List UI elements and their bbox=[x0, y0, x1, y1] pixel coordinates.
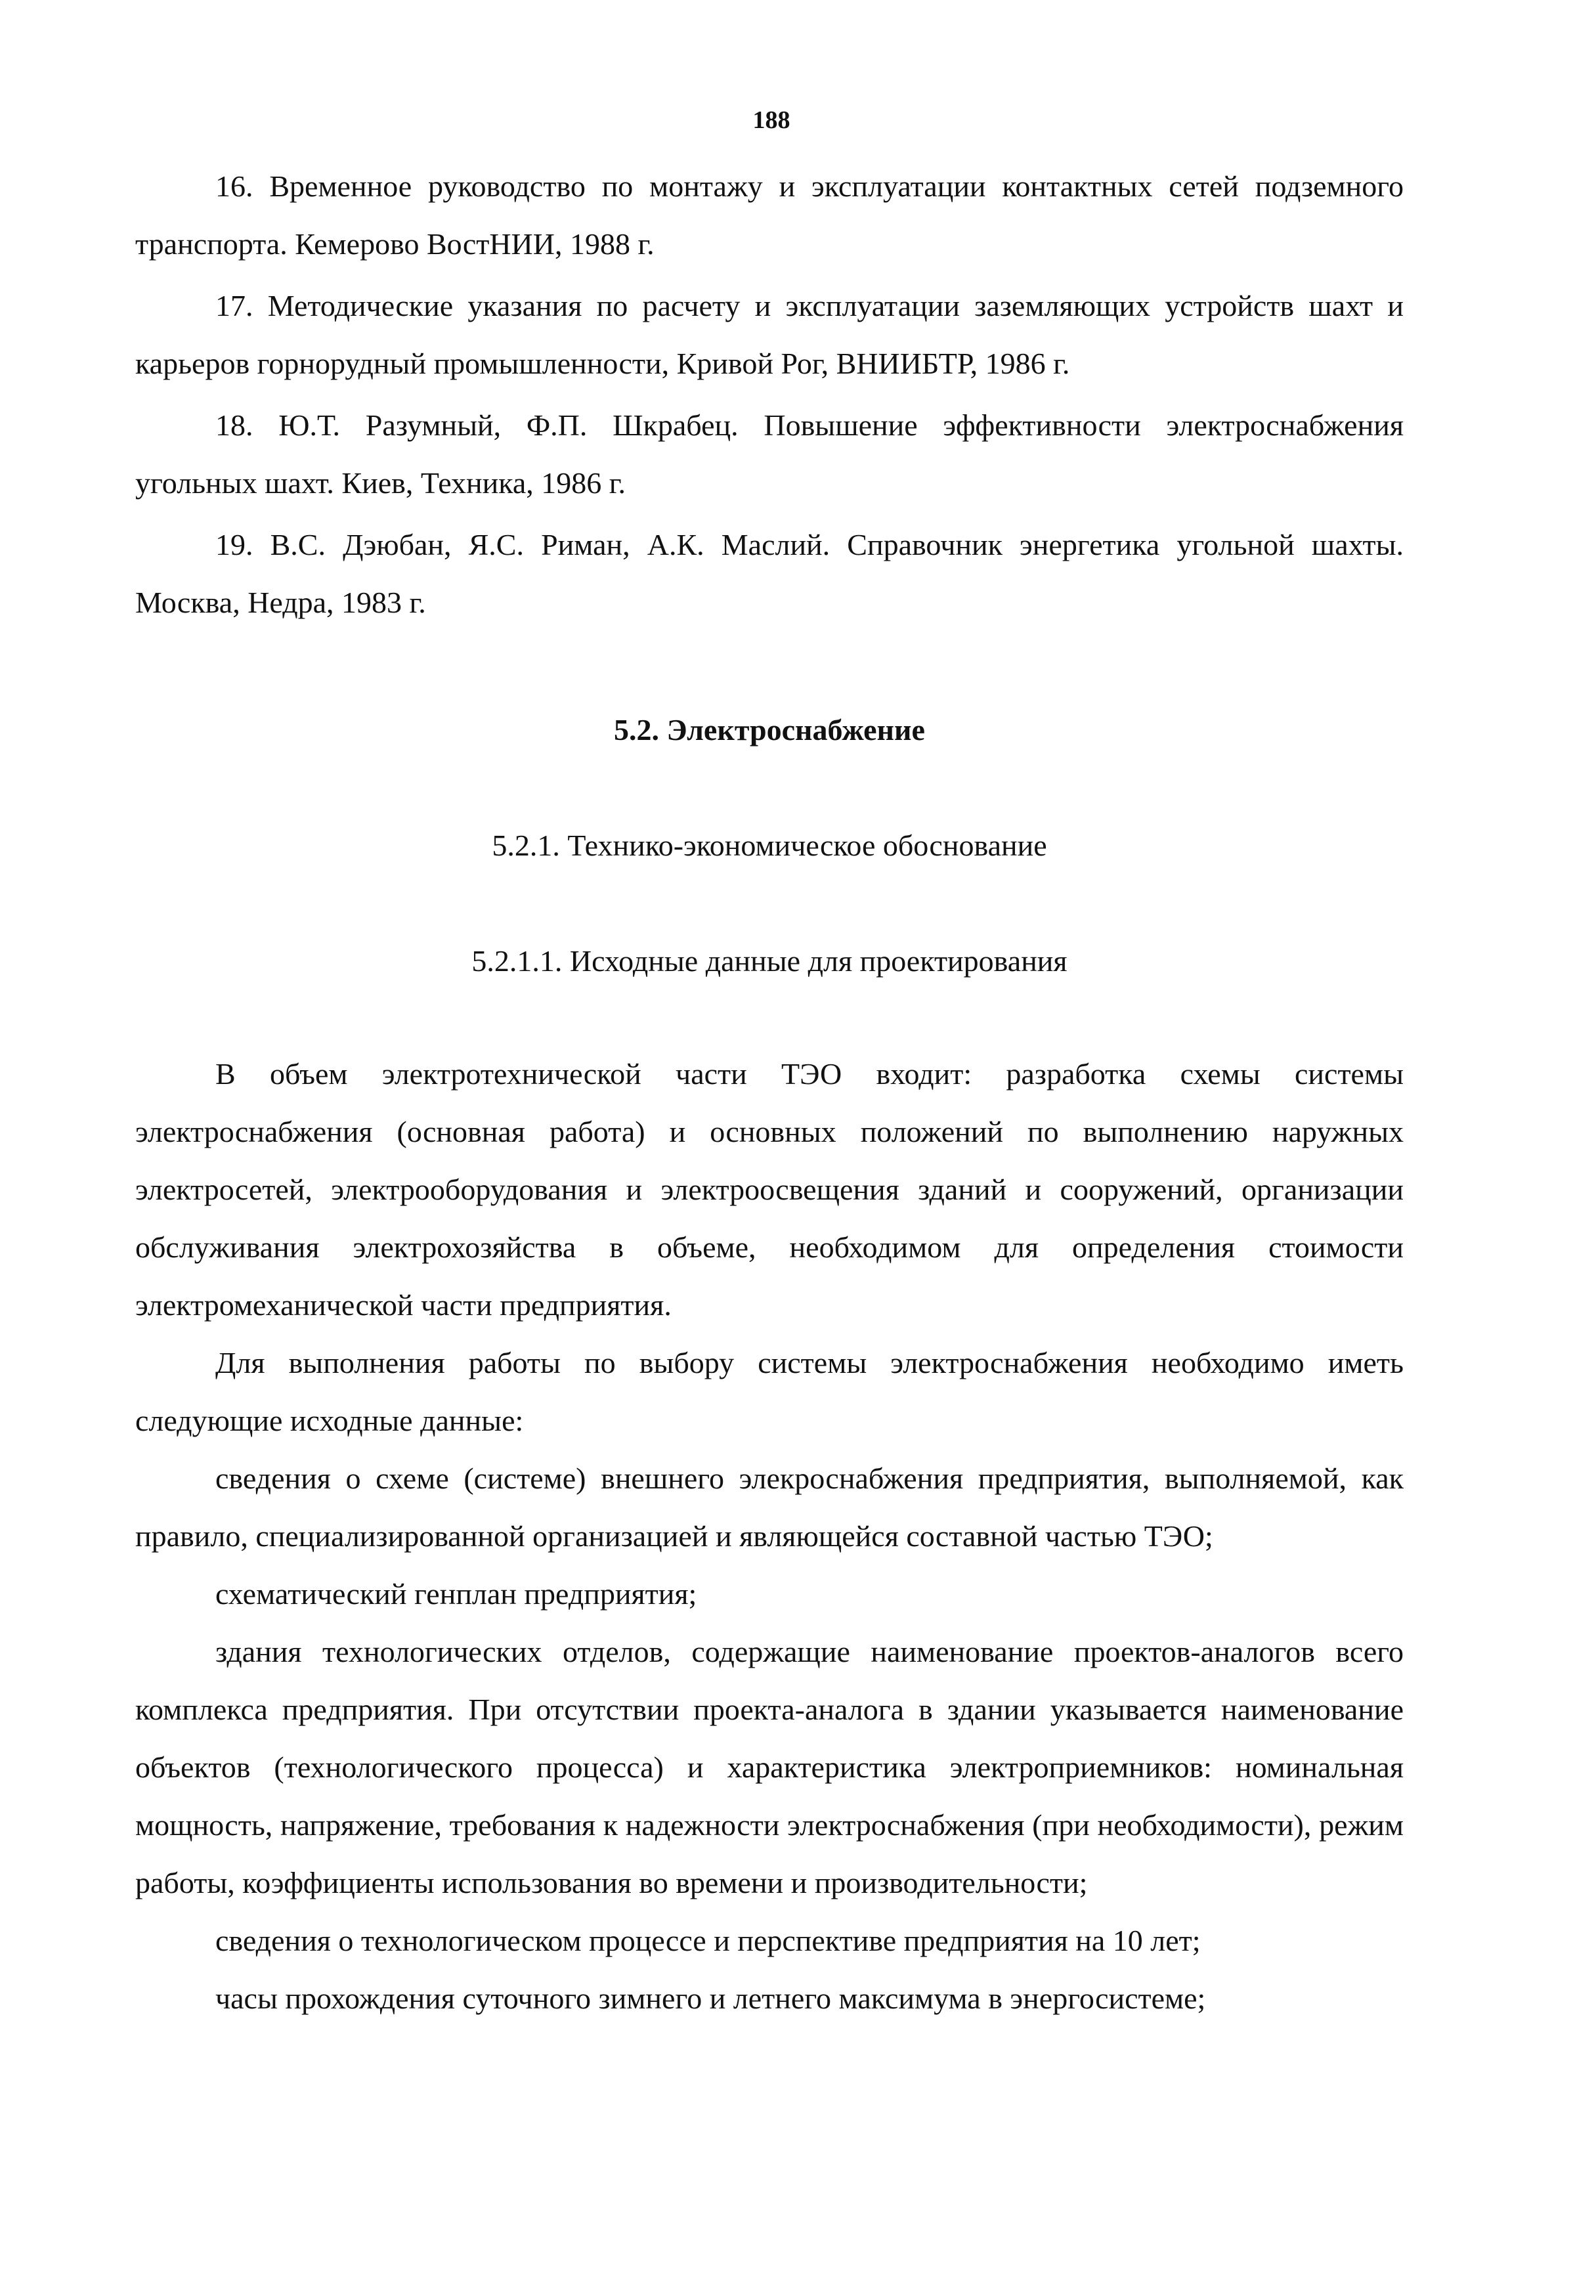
reference-item-19: 19. В.С. Дэюбан, Я.С. Риман, А.К. Маслий. Справочник энергетика угольной шахты. Москва, Недра, 1983 г. bbox=[135, 528, 1404, 619]
input-data-list bbox=[135, 1450, 1404, 2027]
list-item-master-plan: схематический генплан предприятия; bbox=[215, 1577, 697, 1611]
list-item-technology-departments: здания технологических отделов, содержащие наименование проектов-аналогов всего комплекса предприятия. При отсутствии проекта-аналога в здании указывается наименование объектов (технологического процесса) и характеристика электроприемников: номинальная мощность, напряжение, требования к надежности электроснабжения (при необходимости), режим работы, коэффициенты использования во времени и производительности; bbox=[135, 1635, 1404, 1899]
list-item-external-supply: сведения о схеме (системе) внешнего элекроснабжения предприятия, выполняемой, как правило, специализированной организацией и являющейся составной частью ТЭО; bbox=[135, 1462, 1404, 1553]
list-item-technology-process: сведения о технологическом процессе и перспективе предприятия на 10 лет; bbox=[215, 1924, 1201, 1957]
subsection-title: 5.2.1. Технико-экономическое обоснование bbox=[492, 829, 1047, 862]
subsubsection-title: 5.2.1.1. Исходные данные для проектирования bbox=[471, 944, 1068, 978]
section-title: 5.2. Электроснабжение bbox=[614, 713, 925, 747]
page-content bbox=[135, 158, 1404, 2027]
reference-item-16: 16. Временное руководство по монтажу и эксплуатации контактных сетей подземного транспорта. Кемерово ВостНИИ, 1988 г. bbox=[135, 169, 1404, 261]
reference-list bbox=[135, 158, 1404, 632]
reference-item-18: 18. Ю.Т. Разумный, Ф.П. Шкрабец. Повышение эффективности электроснабжения угольных шахт. Киев, Техника, 1986 г. bbox=[135, 408, 1404, 500]
page-number: 188 bbox=[752, 106, 790, 134]
body-paragraph-2: Для выполнения работы по выбору системы электроснабжения необходимо иметь следующие исходные данные: bbox=[135, 1346, 1404, 1437]
body-paragraph-1: В объем электротехнической части ТЭО входит: разработка схемы системы электроснабжения (основная работа) и основных положений по выполнению наружных электросетей, электрооборудования и электроосвещения зданий и сооружений, организации обслуживания электрохозяйства в объеме, необходимом для определения стоимости электромеханической части предприятия. bbox=[135, 1057, 1404, 1322]
reference-item-17: 17. Методические указания по расчету и эксплуатации заземляющих устройств шахт и карьеров горнорудный промышленности, Кривой Рог, ВНИИБТР, 1986 г. bbox=[135, 289, 1404, 380]
list-item-peak-hours: часы прохождения суточного зимнего и летнего максимума в энергосистеме; bbox=[215, 1982, 1206, 2015]
